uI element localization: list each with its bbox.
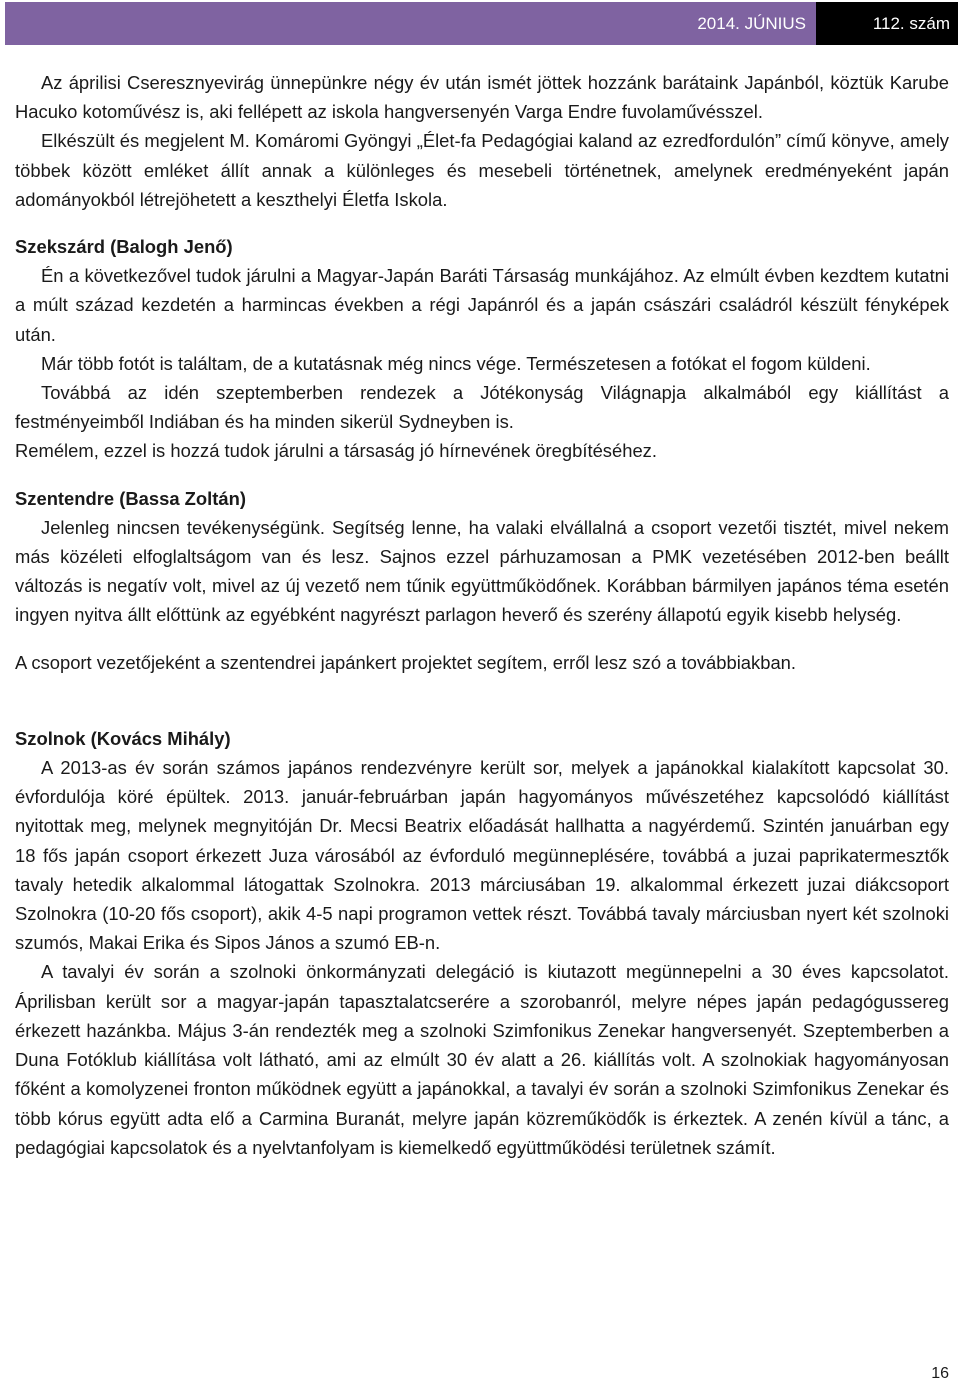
header-issue-number: 112. szám: [816, 2, 958, 45]
header-date: 2014. JÚNIUS: [5, 2, 816, 45]
intro-paragraph-2: Elkészült és megjelent M. Komáromi Gyöngyi „Élet-fa Pedagógiai kaland az ezredfordulón” című könyve, amely többek között emléket állít annak a különleges és mesebeli történetnek, amelynek eredményeként japán adományokból létrejöhetett a keszthelyi Életfa Iskola.: [15, 130, 949, 210]
szekszard-paragraph-1: Én a következővel tudok járulni a Magyar-Japán Baráti Társaság munkájához. Az elmúlt évben kezdtem kutatni a múlt század kezdetén a harmincas években a régi Japánról és a japán császári családról készült fényképek után.: [15, 265, 949, 345]
szentendre-paragraph-2: A csoport vezetőjeként a szentendrei japánkert projektet segítem, erről lesz szó a továbbiakban.: [15, 651, 797, 673]
spacer: [15, 630, 949, 648]
szolnok-paragraph-1: A 2013-as év során számos japános rendezvényre került sor, melyek a japánokkal kialakított kapcsolat 30. évfordulója köré épültek. 2013. január-februárban japán hagyományos művészetéhez kapcsolódó kiállítást nyitottak meg, melynek megnyitóján Dr. Mecsi Beatrix előadását hallhatta a nagyérdemű. Szintén januárban egy 18 fős japán csoport érkezett Juza városából az évforduló megünneplésére, továbbá a juzai paprikatermesztők tavaly hetedik alkalommal látogattak Szolnokra. 2013 márciusában 19. alkalommal érkezett juzai diákcsoport Szolnokra (10-20 fős csoport), akik 4-5 napi programon vettek részt. Továbbá tavaly márciusban nyert két szolnoki szumós, Makai Erika és Sipos János a szumó EB-n.: [15, 757, 949, 954]
szekszard-paragraph-3: Továbbá az idén szeptemberben rendezek a Jótékonyság Világnapja alkalmából egy kiállítást a festményeimből Indiában és ha minden sikerül Sydneyben is.: [15, 382, 949, 433]
spacer: [15, 677, 949, 724]
section-title-szentendre: Szentendre (Bassa Zoltán): [15, 487, 246, 509]
szolnok-paragraph-2: A tavalyi év során a szolnoki önkormányzati delegáció is kiutazott megünnepelni a 30 éves kapcsolatot. Áprilisban került sor a magyar-japán tapasztalatcserére a szorobanról, melyre népes japán pedagógussereg érkezett hazánkba. Május 3-án rendezték meg a szolnoki Szimfonikus Zenekar hangversenyét. Szeptemberben a Duna Fotóklub kiállítása volt látható, ami az elmúlt 30 év alatt a 26. kiállítás volt. A szolnokiak hagyományosan főként a komolyzenei fronton működnek együtt a japánokkal, a tavalyi év során a szolnoki Szimfonikus Zenekar és több kórus együtt adta elő a Carmina Buranát, melyre japán közreműködők is érkeztek. A zenén kívül a tánc, a pedagógiai kapcsolatok és a nyelvtanfolyam is kiemelkedő együttműködési területnek számít.: [15, 961, 949, 1158]
page-number: 16: [931, 1365, 949, 1382]
article-body: [15, 68, 949, 1162]
section-title-szolnok: Szolnok (Kovács Mihály): [15, 727, 231, 749]
page-header: [5, 2, 958, 45]
szekszard-paragraph-4: Remélem, ezzel is hozzá tudok járulni a társaság jó hírnevének öregbítéséhez.: [15, 440, 657, 462]
spacer: [15, 466, 949, 484]
szekszard-paragraph-2: Már több fotót is találtam, de a kutatásnak még nincs vége. Természetesen a fotókat el fogom küldeni.: [41, 352, 871, 374]
szentendre-paragraph-1: Jelenleg nincsen tevékenységünk. Segítség lenne, ha valaki elvállalná a csoport vezetői tisztét, mivel nekem más közéleti elfoglaltságom van és lesz. Sajnos ezzel párhuzamosan a PMK vezetésében 2012-ben beállt változás is negatív volt, mivel az új vezető nem tűnik együttműködőnek. Korábban bármilyen japános téma esetén ingyen nyitva állt előttünk az egyébként nagyrészt parlagon heverő és szerény állapotú egyik kisebb helység.: [15, 516, 949, 626]
section-title-szekszard: Szekszárd (Balogh Jenő): [15, 236, 233, 258]
intro-paragraph-1: Az áprilisi Cseresznyevirág ünnepünkre négy év után ismét jöttek hozzánk barátaink Japánból, köztük Karube Hacuko kotoművész is, aki fellépett az iskola hangversenyén Varga Endre fuvolaművésszel.: [15, 72, 949, 123]
spacer: [15, 214, 949, 232]
